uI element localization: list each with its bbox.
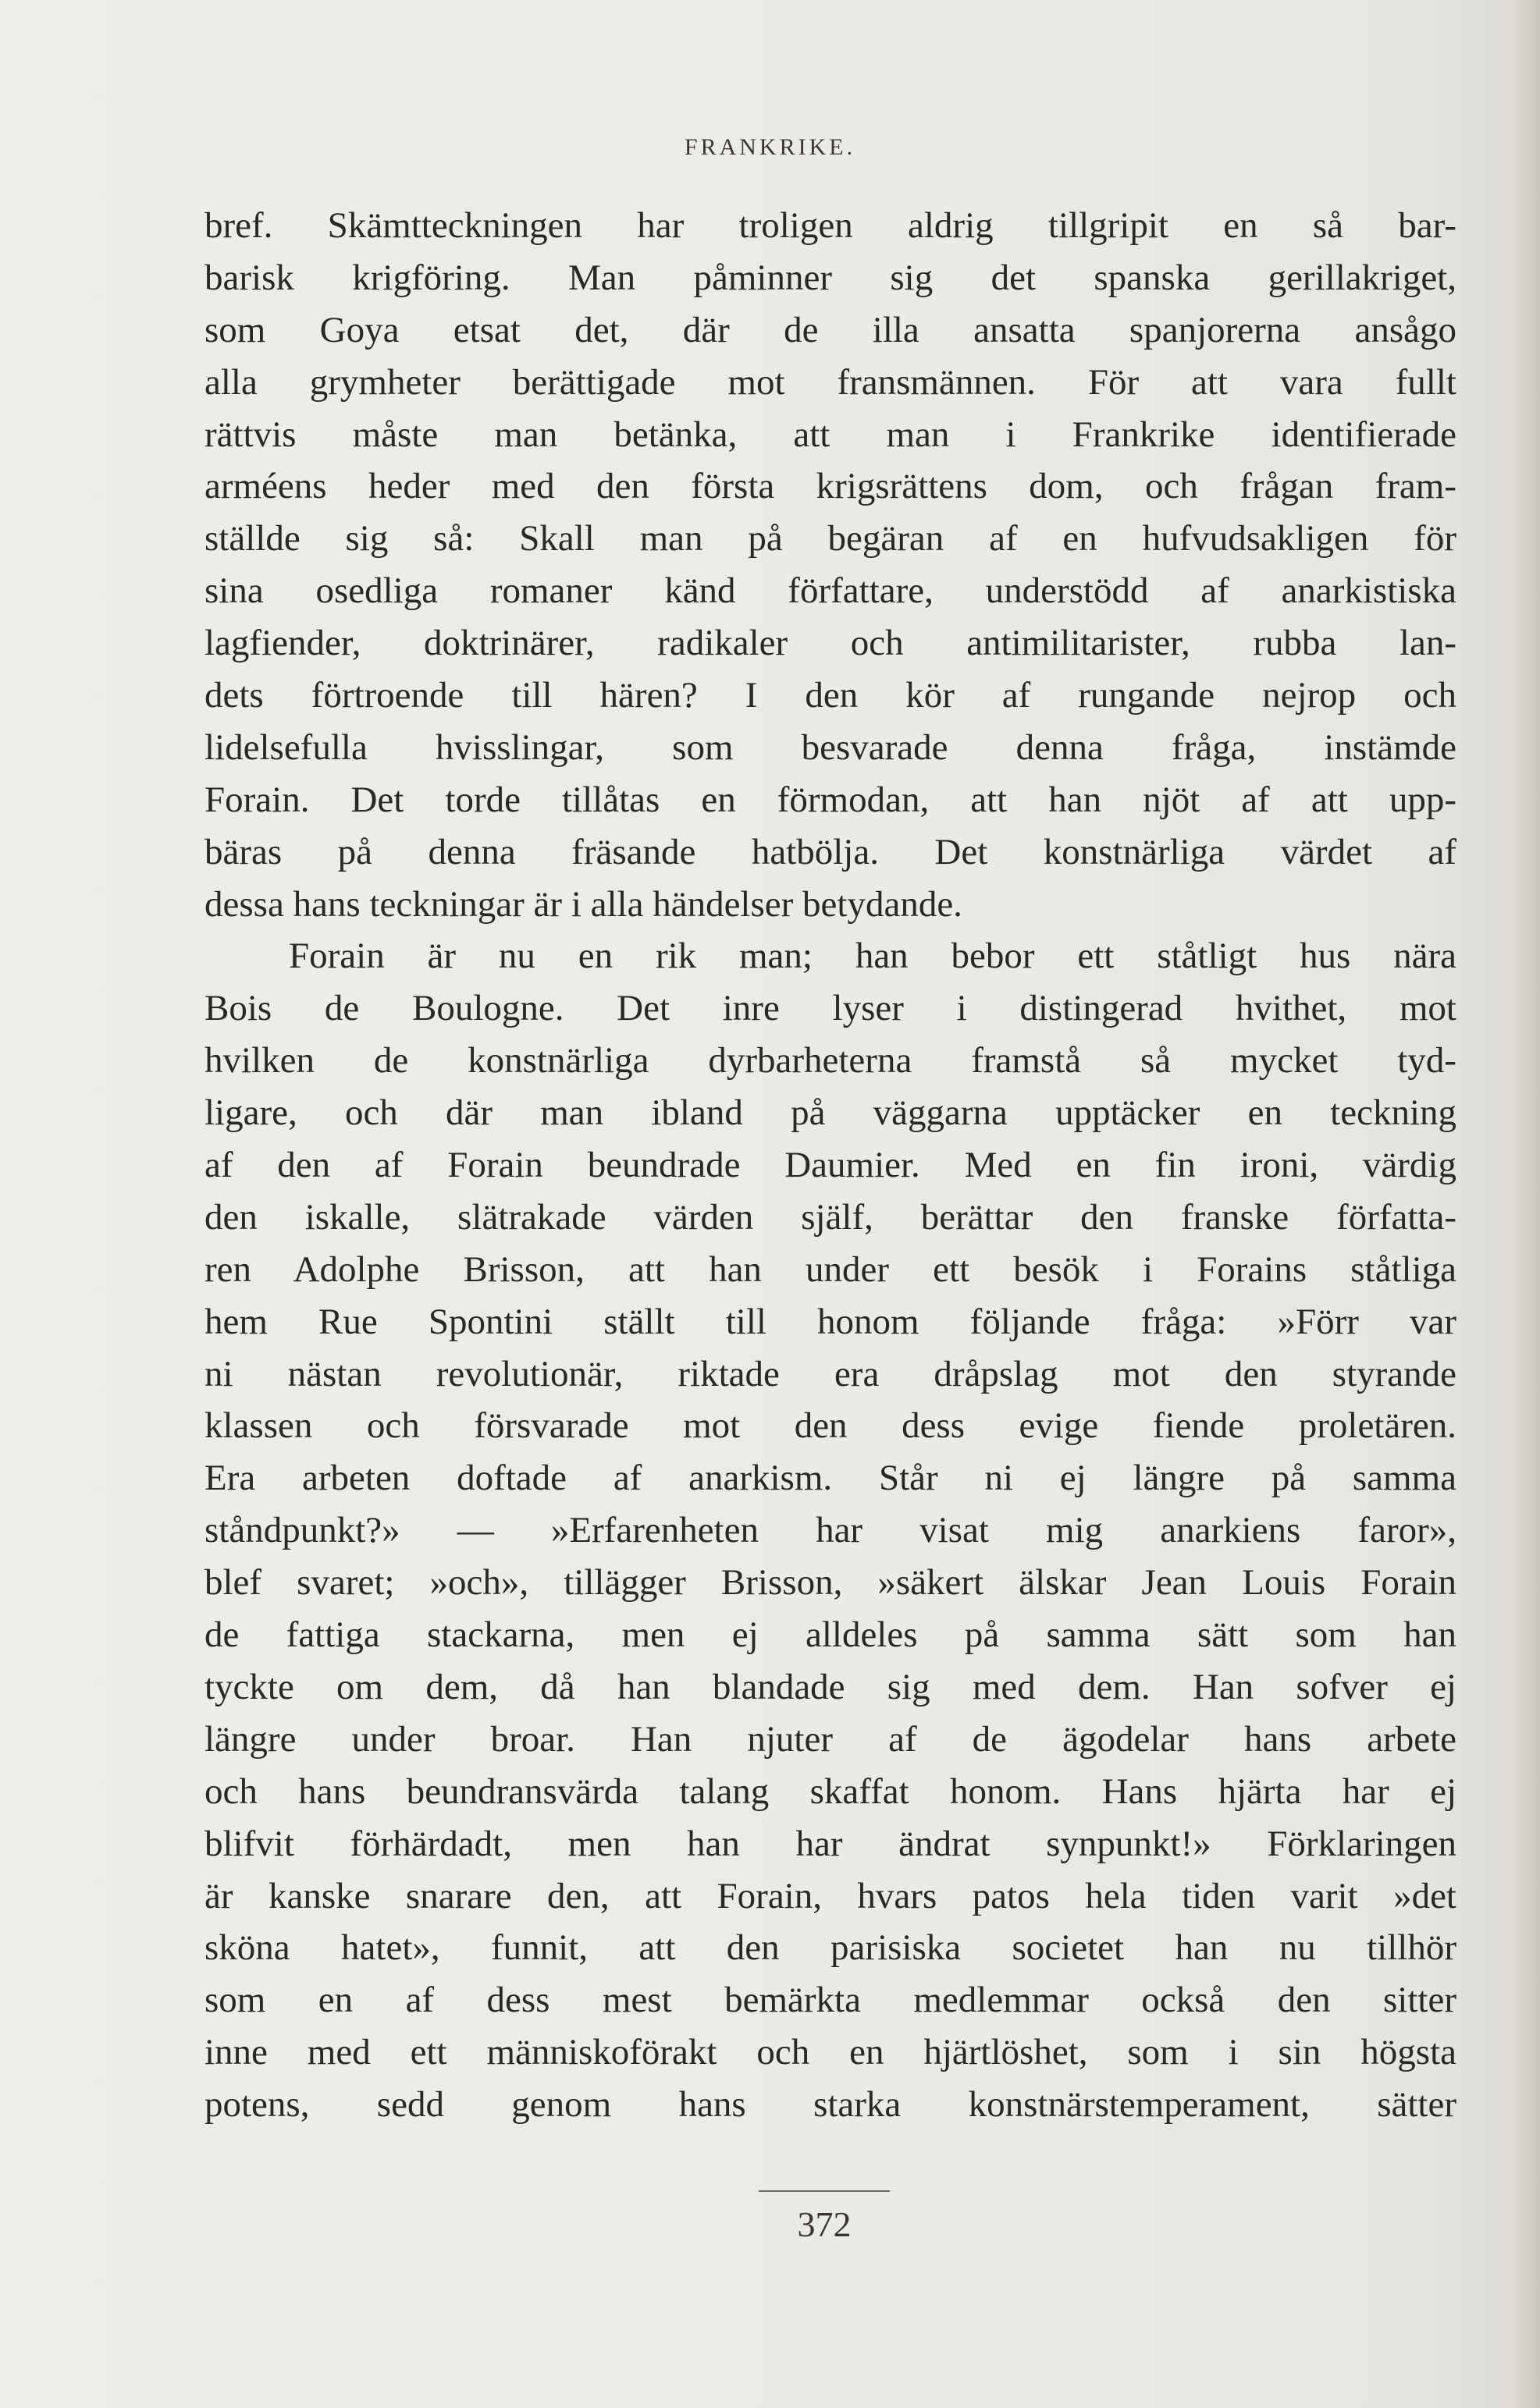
text-line: ligare, och där man ibland på väggarna upptäcker en teckning bbox=[205, 1092, 1456, 1134]
text-line: ni nästan revolutionär, riktade era dråpslag mot den styrande bbox=[205, 1353, 1456, 1394]
text-line: den iskalle, slätrakade värden själf, berättar den franske författa- bbox=[205, 1196, 1456, 1238]
text-line: som Goya etsat det, där de illa ansatta spanjorerna ansågo bbox=[205, 309, 1456, 350]
text-line: lagfiender, doktrinärer, radikaler och antimilitarister, rubba lan- bbox=[205, 623, 1456, 664]
text-line: arméens heder med den första krigsrättens dom, och frågan fram- bbox=[205, 466, 1456, 507]
text-line: rättvis måste man betänka, att man i Frankrike identifierade bbox=[205, 414, 1456, 455]
text-line: de fattiga stackarna, men ej alldeles på samma sätt som han bbox=[205, 1614, 1456, 1656]
text-line: lidelsefulla hvisslingar, som besvarade denna fråga, instämde bbox=[205, 726, 1456, 768]
text-line: Era arbeten doftade af anarkism. Står ni ej längre på samma bbox=[205, 1458, 1456, 1499]
text-line: blef svaret; »och», tillägger Brisson, »säkert älskar Jean Louis Forain bbox=[205, 1562, 1456, 1604]
text-line: bäras på denna fräsande hatbölja. Det konstnärliga värdet af bbox=[205, 831, 1456, 872]
text-line: som en af dess mest bemärkta medlemmar också den sitter bbox=[205, 1980, 1456, 2021]
text-line: bref. Skämtteckningen har troligen aldrig tillgripit en så bar- bbox=[205, 205, 1456, 246]
page-number: 372 bbox=[797, 2204, 852, 2244]
text-line: sina osedliga romaner känd författare, understödd af anarkistiska bbox=[205, 570, 1456, 612]
text-line: ren Adolphe Brisson, att han under ett besök i Forains ståtliga bbox=[205, 1248, 1456, 1290]
footer-rule bbox=[759, 2190, 890, 2192]
text-line: är kanske snarare den, att Forain, hvars patos hela tiden varit »det bbox=[205, 1875, 1456, 1916]
text-line: Forain är nu en rik man; han bebor ett ståtligt hus nära bbox=[289, 936, 1456, 977]
text-line: hvilken de konstnärliga dyrbarheterna framstå så mycket tyd- bbox=[205, 1040, 1456, 1081]
running-head: FRANKRIKE. bbox=[684, 134, 856, 160]
text-line: barisk krigföring. Man påminner sig det spanska gerillakriget, bbox=[205, 257, 1456, 298]
text-line: längre under broar. Han njuter af de ägodelar hans arbete bbox=[205, 1718, 1456, 1760]
page-edge-shadow bbox=[1513, 0, 1540, 2408]
text-line: af den af Forain beundrade Daumier. Med en fin ironi, värdig bbox=[205, 1145, 1456, 1186]
text-line: Forain. Det torde tillåtas en förmodan, att han njöt af att upp- bbox=[205, 779, 1456, 820]
text-line: tyckte om dem, då han blandade sig med dem. Han sofver ej bbox=[205, 1666, 1456, 1707]
text-line: sköna hatet», funnit, att den parisiska societet han nu tillhör bbox=[205, 1927, 1456, 1969]
text-line: Bois de Boulogne. Det inre lyser i distingerad hvithet, mot bbox=[205, 988, 1456, 1029]
text-line: dessa hans teckningar är i alla händelser betydande. bbox=[205, 883, 962, 925]
body-text bbox=[205, 200, 1456, 2131]
text-line: blifvit förhärdadt, men han har ändrat synpunkt!» Förklaringen bbox=[205, 1823, 1456, 1864]
text-line: potens, sedd genom hans starka konstnärstemperament, sätter bbox=[205, 2084, 1456, 2126]
text-line: och hans beundransvärda talang skaffat honom. Hans hjärta har ej bbox=[205, 1770, 1456, 1812]
text-line: hem Rue Spontini ställt till honom följande fråga: »Förr var bbox=[205, 1301, 1456, 1342]
text-line: alla grymheter berättigade mot fransmännen. För att vara fullt bbox=[205, 361, 1456, 403]
text-line: ställde sig så: Skall man på begäran af en hufvudsakligen för bbox=[205, 518, 1456, 559]
text-line: dets förtroende till hären? I den kör af rungande nejrop och bbox=[205, 675, 1456, 716]
text-line: inne med ett människoförakt och en hjärtlöshet, som i sin högsta bbox=[205, 2032, 1456, 2073]
text-line: ståndpunkt?» — »Erfarenheten har visat mig anarkiens faror», bbox=[205, 1510, 1456, 1551]
text-line: klassen och försvarade mot den dess evige fiende proletären. bbox=[205, 1405, 1456, 1447]
